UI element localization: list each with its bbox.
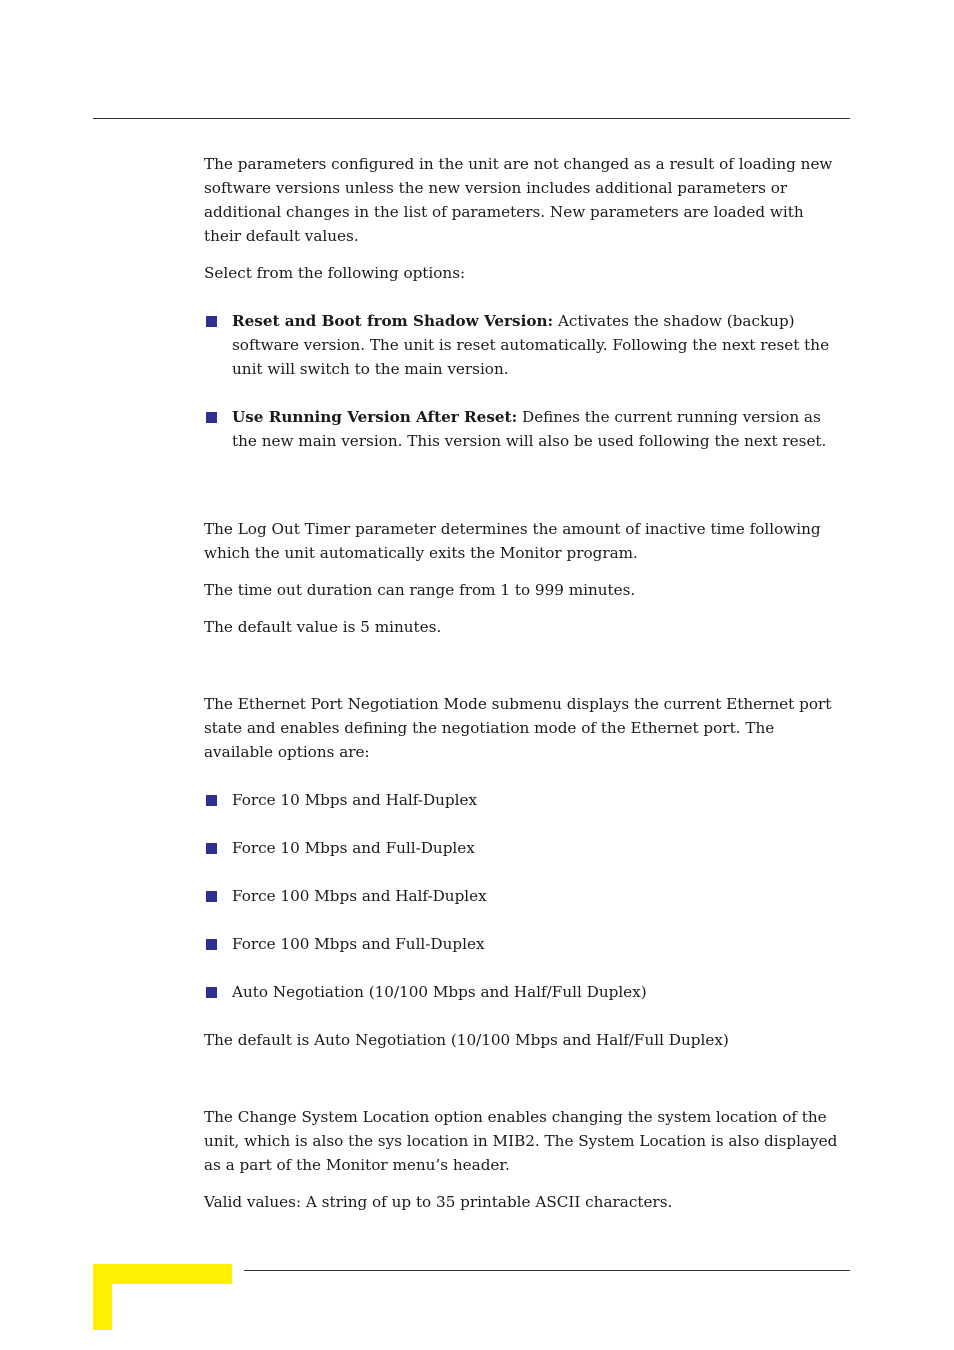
footer-rule bbox=[244, 1270, 850, 1271]
logout-default-paragraph: The default value is 5 minutes. bbox=[204, 618, 442, 636]
ethernet-default-paragraph: The default is Auto Negotiation (10/100 Mbps and Half/Full Duplex) bbox=[204, 1031, 729, 1049]
header-rule bbox=[93, 118, 850, 119]
square-bullet-icon bbox=[206, 891, 217, 902]
location-valid-values: Valid values: A string of up to 35 printable ASCII characters. bbox=[204, 1193, 673, 1211]
ethernet-paragraph: The Ethernet Port Negotiation Mode submenu displays the current Ethernet port state and enables defining the negotiation mode of the Ethernet port. The available options are: bbox=[204, 695, 832, 761]
square-bullet-icon bbox=[206, 843, 217, 854]
option-description: Defines the current running version as the new main version. This version will also be used following the next reset. bbox=[232, 408, 827, 450]
list-item-label: Force 10 Mbps and Full-Duplex bbox=[232, 839, 475, 857]
option-description: Activates the shadow (backup) software version. The unit is reset automatically. Following the next reset the unit will switch to the main version. bbox=[232, 312, 830, 378]
list-item bbox=[204, 836, 844, 860]
location-paragraph: The Change System Location option enables changing the system location of the unit, which is also the sys location in MIB2. The System Location is also displayed as a part of the Monitor menu’s header. bbox=[204, 1108, 838, 1174]
square-bullet-icon bbox=[206, 412, 217, 423]
list-item-label: Force 100 Mbps and Full-Duplex bbox=[232, 935, 485, 953]
option-term: Use Running Version After Reset: bbox=[232, 408, 518, 426]
list-item-reset-boot-shadow bbox=[204, 309, 844, 381]
list-item-label: Auto Negotiation (10/100 Mbps and Half/Full Duplex) bbox=[232, 983, 647, 1001]
list-item bbox=[204, 788, 844, 812]
list-item-use-running-version bbox=[204, 405, 844, 453]
list-item-label: Force 100 Mbps and Half-Duplex bbox=[232, 887, 487, 905]
square-bullet-icon bbox=[206, 987, 217, 998]
square-bullet-icon bbox=[206, 939, 217, 950]
logout-range-paragraph: The time out duration can range from 1 to 999 minutes. bbox=[204, 581, 636, 599]
option-term: Reset and Boot from Shadow Version: bbox=[232, 312, 554, 330]
logout-timer-paragraph: The Log Out Timer parameter determines the amount of inactive time following which the unit automatically exits the Monitor program. bbox=[204, 520, 821, 562]
footer-accent-bar bbox=[93, 1264, 232, 1284]
square-bullet-icon bbox=[206, 316, 217, 327]
list-item bbox=[204, 980, 844, 1004]
footer-accent-stem bbox=[93, 1264, 112, 1330]
list-item bbox=[204, 884, 844, 908]
square-bullet-icon bbox=[206, 795, 217, 806]
list-item-label: Force 10 Mbps and Half-Duplex bbox=[232, 791, 478, 809]
options-lead-in: Select from the following options: bbox=[204, 264, 466, 282]
intro-paragraph: The parameters configured in the unit are not changed as a result of loading new software versions unless the new version includes additional parameters or additional changes in the list of parameters. New parameters are loaded with their default values. bbox=[204, 155, 833, 245]
list-item bbox=[204, 932, 844, 956]
